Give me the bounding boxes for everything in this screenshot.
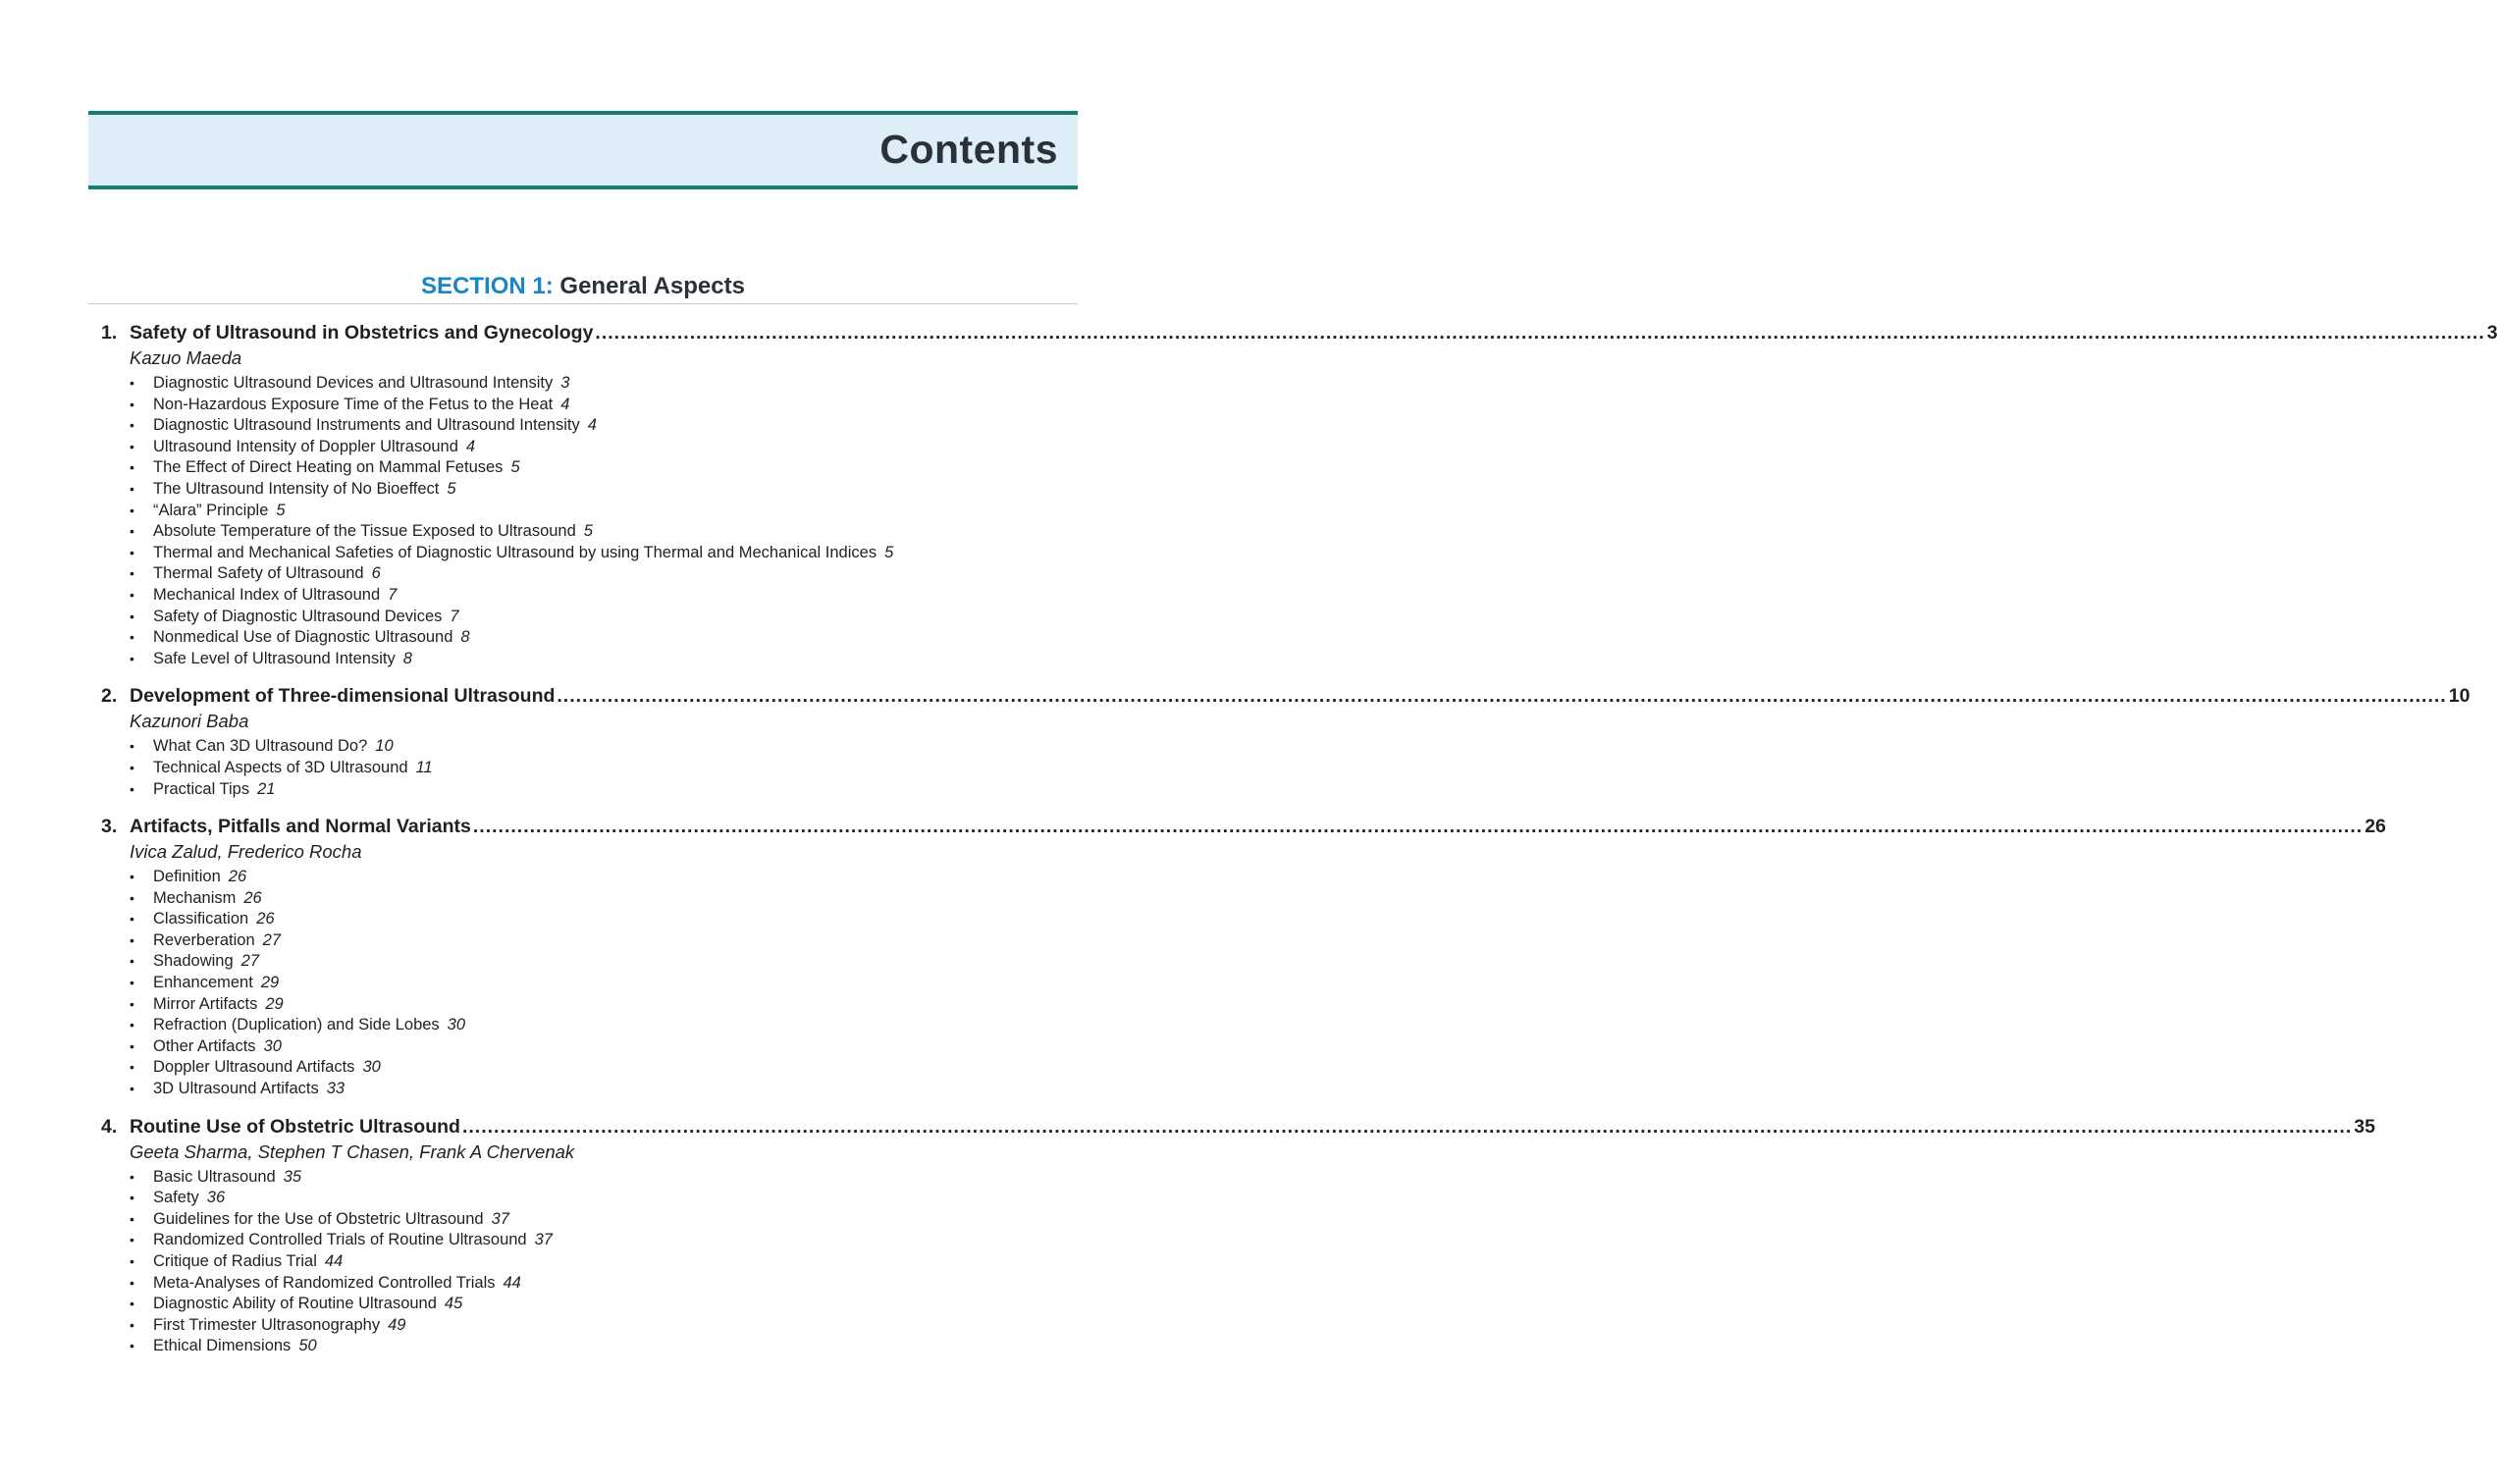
topic-label: Guidelines for the Use of Obstetric Ultrasound bbox=[153, 1209, 484, 1228]
topic-item[interactable] bbox=[130, 736, 1078, 758]
bullet-icon: • bbox=[130, 1296, 134, 1312]
bullet-icon: • bbox=[130, 869, 134, 885]
chapter-page-number[interactable]: 3 bbox=[2486, 322, 2498, 344]
topic-page-number: 8 bbox=[460, 628, 470, 647]
topic-item[interactable] bbox=[130, 585, 1078, 607]
section-divider bbox=[88, 303, 1078, 304]
chapter-page-number[interactable]: 35 bbox=[2354, 1115, 2375, 1138]
chapter-authors: Kazuo Maeda bbox=[130, 347, 242, 368]
topic-list bbox=[101, 736, 1078, 800]
bullet-icon: • bbox=[130, 1059, 134, 1076]
topic-label: Other Artifacts bbox=[153, 1036, 256, 1055]
table-of-contents bbox=[101, 320, 2498, 1371]
topic-page-number: 11 bbox=[415, 758, 433, 776]
topic-label: Critique of Radius Trial bbox=[153, 1252, 317, 1270]
bullet-icon: • bbox=[130, 502, 134, 518]
chapter-page-number[interactable]: 26 bbox=[2365, 816, 2386, 838]
topic-page-number: 33 bbox=[326, 1080, 345, 1098]
bullet-icon: • bbox=[130, 608, 134, 624]
topic-label: Diagnostic Ultrasound Devices and Ultrasound Intensity bbox=[153, 374, 554, 392]
topic-label: Thermal and Mechanical Safeties of Diagnostic Ultrasound by using Thermal and Mechanical Indices bbox=[153, 543, 877, 561]
topic-label: Diagnostic Ability of Routine Ultrasound bbox=[153, 1295, 437, 1313]
topic-page-number: 4 bbox=[560, 395, 570, 413]
topic-label: Non-Hazardous Exposure Time of the Fetus to the Heat bbox=[153, 395, 554, 413]
topic-label: Thermal Safety of Ultrasound bbox=[153, 564, 364, 583]
topic-item[interactable] bbox=[130, 994, 1078, 1016]
topic-label: Reverberation bbox=[153, 930, 255, 949]
topic-page-number: 4 bbox=[587, 416, 597, 435]
page-title: Contents bbox=[879, 127, 1058, 172]
dot-leader: ............................................................................................................................................................................................................................................................................................................ bbox=[472, 816, 2364, 838]
topic-page-number: 26 bbox=[243, 888, 262, 907]
bullet-icon: • bbox=[130, 1017, 134, 1034]
topic-label: The Effect of Direct Heating on Mammal Fetuses bbox=[153, 458, 504, 477]
section-name: General Aspects bbox=[559, 273, 745, 299]
topic-item[interactable] bbox=[130, 1273, 1078, 1295]
topic-item[interactable] bbox=[130, 563, 1078, 585]
contents-banner bbox=[88, 111, 1078, 189]
topic-page-number: 50 bbox=[298, 1337, 317, 1355]
topic-page-number: 35 bbox=[283, 1167, 302, 1186]
chapter-heading-row[interactable] bbox=[101, 320, 2498, 345]
topic-label: Doppler Ultrasound Artifacts bbox=[153, 1058, 355, 1077]
chapter-authors: Ivica Zalud, Frederico Rocha bbox=[130, 841, 362, 863]
topic-label: “Alara” Principle bbox=[153, 501, 269, 519]
topic-page-number: 5 bbox=[510, 458, 520, 477]
bullet-icon: • bbox=[130, 565, 134, 582]
chapter-title[interactable]: Safety of Ultrasound in Obstetrics and Gynecology bbox=[130, 322, 594, 344]
bullet-icon: • bbox=[130, 995, 134, 1012]
bullet-icon: • bbox=[130, 1168, 134, 1185]
topic-item[interactable] bbox=[130, 437, 1078, 458]
topic-page-number: 3 bbox=[560, 374, 570, 392]
topic-item[interactable] bbox=[130, 1015, 1078, 1036]
chapter-heading-row[interactable] bbox=[101, 1114, 2375, 1140]
chapter-number: 2. bbox=[101, 685, 118, 708]
topic-item[interactable] bbox=[130, 627, 1078, 649]
topic-page-number: 8 bbox=[402, 649, 412, 667]
topic-page-number: 49 bbox=[388, 1315, 406, 1334]
topic-label: Meta-Analyses of Randomized Controlled Trials bbox=[153, 1273, 496, 1292]
topic-page-number: 7 bbox=[388, 585, 398, 604]
bullet-icon: • bbox=[130, 911, 134, 928]
chapter-page-number[interactable]: 10 bbox=[2448, 685, 2471, 708]
chapter-entry bbox=[101, 1114, 2375, 1357]
topic-item[interactable] bbox=[130, 457, 1078, 479]
topic-label: 3D Ultrasound Artifacts bbox=[153, 1080, 319, 1098]
bullet-icon: • bbox=[130, 459, 134, 476]
bullet-icon: • bbox=[130, 586, 134, 603]
topic-label: Refraction (Duplication) and Side Lobes bbox=[153, 1016, 440, 1034]
bullet-icon: • bbox=[130, 523, 134, 540]
chapter-number: 4. bbox=[101, 1115, 118, 1138]
topic-page-number: 26 bbox=[228, 868, 247, 886]
bullet-icon: • bbox=[130, 889, 134, 906]
chapter-entry bbox=[101, 814, 2386, 1100]
topic-page-number: 21 bbox=[257, 779, 276, 798]
topic-list bbox=[101, 1167, 1078, 1357]
topic-page-number: 30 bbox=[362, 1058, 381, 1077]
chapter-title[interactable]: Development of Three-dimensional Ultrasound bbox=[130, 685, 556, 708]
bullet-icon: • bbox=[130, 480, 134, 497]
topic-item[interactable] bbox=[130, 543, 1078, 564]
topic-label: Ethical Dimensions bbox=[153, 1337, 292, 1355]
chapter-heading-row[interactable] bbox=[101, 683, 2471, 709]
dot-leader: ............................................................................................................................................................................................................................................................................................................ bbox=[595, 322, 2485, 344]
topic-item[interactable] bbox=[130, 888, 1078, 910]
topic-page-number: 44 bbox=[503, 1273, 521, 1292]
topic-item[interactable] bbox=[130, 521, 1078, 543]
topic-page-number: 30 bbox=[447, 1016, 466, 1034]
topic-page-number: 37 bbox=[491, 1209, 509, 1228]
topic-page-number: 5 bbox=[884, 543, 894, 561]
topic-list bbox=[101, 867, 1078, 1100]
bullet-icon: • bbox=[130, 438, 134, 454]
topic-page-number: 5 bbox=[276, 501, 286, 519]
topic-page-number: 29 bbox=[260, 974, 280, 992]
topic-page-number: 26 bbox=[256, 910, 275, 928]
bullet-icon: • bbox=[130, 975, 134, 991]
topic-page-number: 36 bbox=[206, 1189, 226, 1207]
topic-page-number: 27 bbox=[240, 952, 260, 971]
bullet-icon: • bbox=[130, 650, 134, 666]
topic-label: The Ultrasound Intensity of No Bioeffect bbox=[153, 479, 440, 498]
topic-item[interactable] bbox=[130, 1036, 1078, 1058]
topic-item[interactable] bbox=[130, 1188, 1078, 1209]
bullet-icon: • bbox=[130, 1316, 134, 1333]
topic-label: First Trimester Ultrasonography bbox=[153, 1315, 381, 1334]
bullet-icon: • bbox=[130, 1274, 134, 1291]
topic-label: Basic Ultrasound bbox=[153, 1167, 276, 1186]
topic-label: Safety bbox=[153, 1189, 199, 1207]
topic-list bbox=[101, 373, 1078, 669]
topic-label: Safe Level of Ultrasound Intensity bbox=[153, 649, 396, 667]
topic-item[interactable] bbox=[130, 373, 1078, 395]
bullet-icon: • bbox=[130, 759, 134, 775]
chapter-number: 1. bbox=[101, 322, 118, 344]
topic-page-number: 7 bbox=[450, 607, 459, 625]
topic-item[interactable] bbox=[130, 758, 1078, 779]
topic-item[interactable] bbox=[130, 1294, 1078, 1315]
topic-label: Classification bbox=[153, 910, 249, 928]
bullet-icon: • bbox=[130, 931, 134, 948]
bullet-icon: • bbox=[130, 1190, 134, 1206]
topic-label: What Can 3D Ultrasound Do? bbox=[153, 737, 368, 756]
topic-item[interactable] bbox=[130, 479, 1078, 501]
topic-label: Diagnostic Ultrasound Instruments and Ultrasound Intensity bbox=[153, 416, 580, 435]
topic-item[interactable] bbox=[130, 1336, 1078, 1357]
bullet-icon: • bbox=[130, 1338, 134, 1354]
topic-label: Practical Tips bbox=[153, 779, 250, 798]
bullet-icon: • bbox=[130, 1037, 134, 1054]
topic-label: Randomized Controlled Trials of Routine Ultrasound bbox=[153, 1231, 527, 1249]
topic-label: Absolute Temperature of the Tissue Exposed to Ultrasound bbox=[153, 522, 576, 541]
dot-leader: ............................................................................................................................................................................................................................................................................................................ bbox=[557, 685, 2447, 708]
bullet-icon: • bbox=[130, 1232, 134, 1248]
topic-item[interactable] bbox=[130, 779, 1078, 801]
topic-item[interactable] bbox=[130, 395, 1078, 416]
chapter-authors: Kazunori Baba bbox=[130, 711, 249, 732]
bullet-icon: • bbox=[130, 738, 134, 755]
topic-label: Enhancement bbox=[153, 974, 253, 992]
topic-page-number: 37 bbox=[534, 1231, 553, 1249]
topic-item[interactable] bbox=[130, 649, 1078, 670]
topic-item[interactable] bbox=[130, 501, 1078, 522]
bullet-icon: • bbox=[130, 1081, 134, 1097]
topic-label: Ultrasound Intensity of Doppler Ultrasound bbox=[153, 437, 458, 455]
bullet-icon: • bbox=[130, 375, 134, 391]
topic-page-number: 45 bbox=[444, 1295, 463, 1313]
topic-label: Safety of Diagnostic Ultrasound Devices bbox=[153, 607, 443, 625]
bullet-icon: • bbox=[130, 1253, 134, 1269]
bullet-icon: • bbox=[130, 1210, 134, 1227]
topic-item[interactable] bbox=[130, 607, 1078, 628]
topic-item[interactable] bbox=[130, 1230, 1078, 1251]
chapter-authors: Geeta Sharma, Stephen T Chasen, Frank A Chervenak bbox=[130, 1140, 575, 1162]
topic-item[interactable] bbox=[130, 1057, 1078, 1079]
topic-page-number: 30 bbox=[263, 1036, 282, 1055]
topic-item[interactable] bbox=[130, 951, 1078, 973]
chapter-number: 3. bbox=[101, 816, 118, 838]
section-heading bbox=[88, 271, 1078, 302]
topic-page-number: 5 bbox=[447, 479, 456, 498]
topic-item[interactable] bbox=[130, 1079, 1078, 1100]
topic-label: Technical Aspects of 3D Ultrasound bbox=[153, 758, 408, 776]
topic-label: Nonmedical Use of Diagnostic Ultrasound bbox=[153, 628, 453, 647]
chapter-heading-row[interactable] bbox=[101, 814, 2386, 839]
topic-label: Mechanism bbox=[153, 888, 237, 907]
section-number: SECTION 1: bbox=[421, 273, 554, 299]
topic-item[interactable] bbox=[130, 1167, 1078, 1189]
topic-item[interactable] bbox=[130, 1315, 1078, 1337]
bullet-icon: • bbox=[130, 629, 134, 646]
topic-page-number: 29 bbox=[265, 994, 284, 1013]
chapter-entry bbox=[101, 683, 2471, 800]
topic-item[interactable] bbox=[130, 909, 1078, 930]
topic-page-number: 4 bbox=[465, 437, 476, 455]
topic-page-number: 5 bbox=[583, 522, 593, 541]
chapter-title[interactable]: Artifacts, Pitfalls and Normal Variants bbox=[130, 816, 471, 838]
chapter-entry bbox=[101, 320, 2498, 669]
topic-item[interactable] bbox=[130, 930, 1078, 952]
topic-page-number: 10 bbox=[375, 737, 394, 756]
topic-item[interactable] bbox=[130, 867, 1078, 888]
topic-label: Mirror Artifacts bbox=[153, 994, 258, 1013]
bullet-icon: • bbox=[130, 544, 134, 560]
topic-item[interactable] bbox=[130, 1209, 1078, 1231]
topic-page-number: 27 bbox=[262, 930, 281, 949]
topic-label: Mechanical Index of Ultrasound bbox=[153, 585, 381, 604]
bullet-icon: • bbox=[130, 417, 134, 434]
topic-label: Shadowing bbox=[153, 952, 234, 971]
topic-item[interactable] bbox=[130, 1251, 1078, 1273]
topic-page-number: 6 bbox=[371, 564, 381, 583]
bullet-icon: • bbox=[130, 780, 134, 797]
topic-item[interactable] bbox=[130, 973, 1078, 994]
bullet-icon: • bbox=[130, 953, 134, 970]
topic-page-number: 44 bbox=[324, 1252, 344, 1270]
dot-leader: ............................................................................................................................................................................................................................................................................................................ bbox=[461, 1115, 2353, 1138]
topic-label: Definition bbox=[153, 868, 221, 886]
bullet-icon: • bbox=[130, 396, 134, 412]
chapter-title[interactable]: Routine Use of Obstetric Ultrasound bbox=[130, 1115, 460, 1138]
topic-item[interactable] bbox=[130, 415, 1078, 437]
